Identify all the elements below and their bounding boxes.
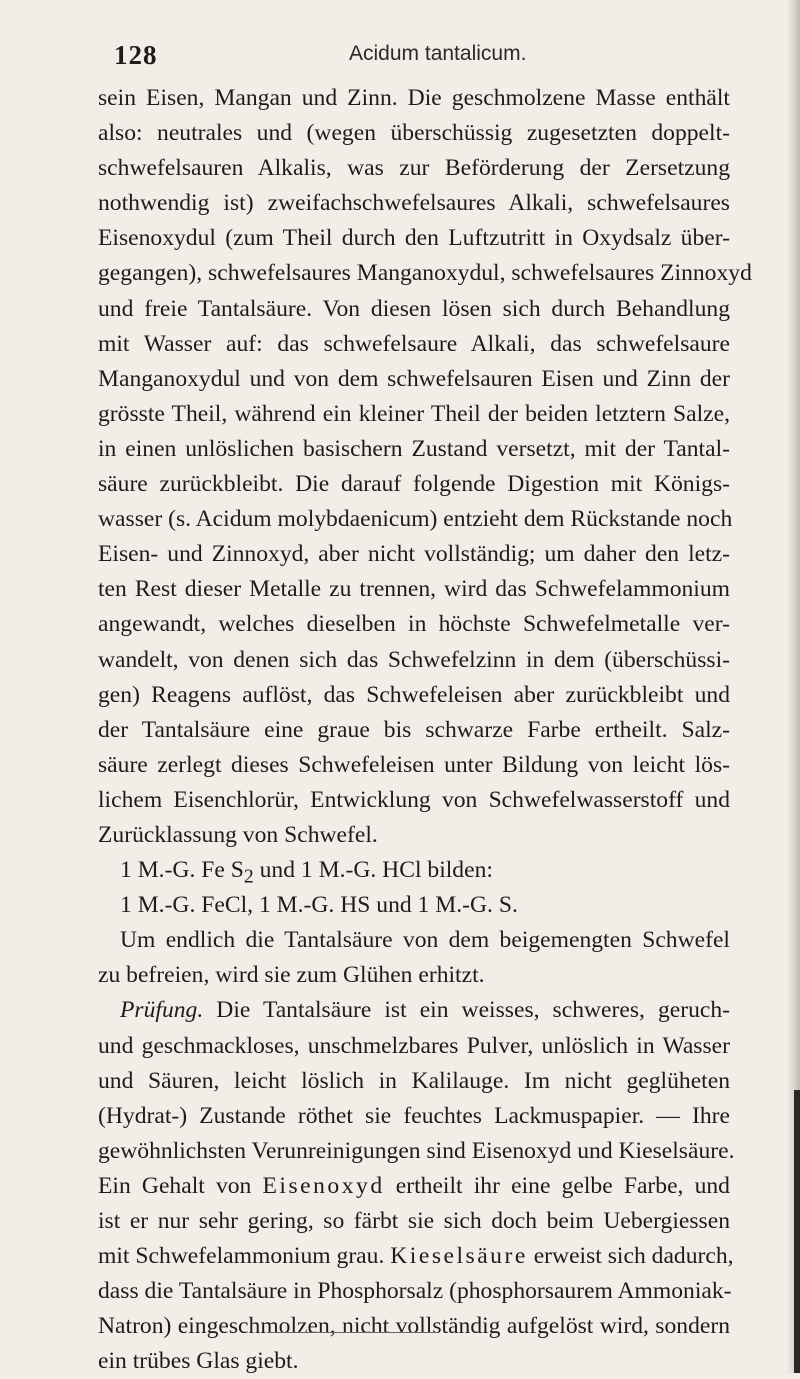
section-divider xyxy=(268,1332,438,1333)
text-line: mit Wasser auf: das schwefelsaure Alkali, das schwefelsaure xyxy=(98,330,730,357)
text-line: nothwendig ist) zweifachschwefelsaures Alkali, schwefelsaures xyxy=(98,190,730,217)
emphasis-eisenoxyd: Eisenoxyd xyxy=(262,1172,385,1199)
text-line: und freie Tantalsäure. Von diesen lösen sich durch Behandlung xyxy=(98,295,730,322)
text-fragment: mit Schwefelammonium grau. xyxy=(98,1243,391,1270)
text-line: sein Eisen, Mangan und Zinn. Die geschmolzene Masse enthält xyxy=(98,85,730,111)
pruefung-first-line xyxy=(98,993,730,1028)
text-fragment: ertheilt ihr eine gelbe Farbe, und xyxy=(384,1172,730,1199)
text-line: und geschmackloses, unschmelzbares Pulver, unlöslich in Wasser xyxy=(98,1032,730,1059)
text-line: Natron) eingeschmolzen, nicht vollständig aufgelöst wird, sondern xyxy=(98,1313,730,1340)
text-line: ten Rest dieser Metalle zu trennen, wird das Schwefelammonium xyxy=(98,576,730,603)
text-line: schwefelsauren Alkalis, was zur Beförderung der Zersetzung xyxy=(98,155,730,182)
text-line: der Tantalsäure eine graue bis schwarze Farbe ertheilt. Salz- xyxy=(98,716,730,743)
text-line: gegangen), schwefelsaures Manganoxydul, schwefelsaures Zinnoxyd xyxy=(98,260,752,287)
pruefung-text: Die Tantalsäure ist ein weisses, schweres, geruch- xyxy=(203,997,730,1024)
text-line: Zurücklassung von Schwefel. xyxy=(98,821,378,848)
text-fragment: erweist sich dadurch, xyxy=(527,1243,734,1270)
text-line: angewandt, welches dieselben in höchste Schwefelmetalle ver- xyxy=(98,611,730,638)
body-text xyxy=(98,81,752,1379)
running-title: Acidum tantalicum. xyxy=(349,42,527,65)
text-line: ist er nur sehr gering, so färbt sie sich doch beim Uebergiessen xyxy=(98,1208,730,1234)
chemical-equation-1 xyxy=(98,853,730,888)
text-line: dass die Tantalsäure in Phosphorsalz (phosphorsaurem Ammoniak- xyxy=(98,1278,732,1305)
text-line: lichem Eisenchlorür, Entwicklung von Schwefelwasserstoff und xyxy=(98,786,730,813)
text-line: also: neutrales und (wegen überschüssig zugesetzten doppelt- xyxy=(98,120,730,147)
text-line: zu befreien, wird sie zum Glühen erhitzt. xyxy=(98,962,485,989)
text-line: Manganoxydul und von dem schwefelsauren Eisen und Zinn der xyxy=(98,365,730,392)
page-header xyxy=(0,40,800,70)
text-line: gen) Reagens auflöst, das Schwefeleisen aber zurückbleibt und xyxy=(98,681,730,708)
text-line: wasser (s. Acidum molybdaenicum) entzieht dem Rückstande noch xyxy=(98,506,733,533)
equation-subscript: 2 xyxy=(243,865,254,888)
text-line: säure zurückbleibt. Die darauf folgende Digestion mit Königs- xyxy=(98,471,730,498)
text-fragment: Ein Gehalt von xyxy=(98,1172,263,1199)
text-line: gewöhnlichsten Verunreinigungen sind Eisenoxyd und Kieselsäure. xyxy=(98,1137,735,1164)
emphasis-kieselsaeure: Kieselsäure xyxy=(390,1243,528,1270)
text-line: säure zerlegt dieses Schwefeleisen unter Bildung von leicht lös- xyxy=(98,751,730,778)
equation-left: 1 M.-G. Fe S xyxy=(120,857,244,884)
page-edge-binding xyxy=(794,1090,800,1373)
text-line: wandelt, von denen sich das Schwefelzinn in dem (überschüssi- xyxy=(98,646,730,673)
text-line: Um endlich die Tantalsäure von dem beigemengten Schwefel xyxy=(120,927,730,954)
text-line: (Hydrat-) Zustande röthet sie feuchtes Lackmuspapier. — Ihre xyxy=(98,1102,730,1129)
text-line: ein trübes Glas giebt. xyxy=(98,1348,299,1375)
equation-right: und 1 M.-G. HCl bilden: xyxy=(253,857,493,884)
text-line: Eisenoxydul (zum Theil durch den Luftzutritt in Oxydsalz über- xyxy=(98,225,730,252)
pruefung-label: Prüfung. xyxy=(120,997,204,1024)
text-line xyxy=(98,1169,730,1204)
page-number: 128 xyxy=(114,40,158,70)
text-line: grösste Theil, während ein kleiner Theil der beiden letztern Salze, xyxy=(98,400,730,427)
chemical-equation-2: 1 M.-G. FeCl, 1 M.-G. HS und 1 M.-G. S. xyxy=(120,892,518,919)
text-line xyxy=(98,1239,734,1274)
text-line: Eisen- und Zinnoxyd, aber nicht vollständig; um daher den letz- xyxy=(98,541,730,568)
text-line: und Säuren, leicht löslich in Kalilauge. Im nicht geglüheten xyxy=(98,1067,730,1094)
text-line: in einen unlöslichen basischern Zustand versetzt, mit der Tantal- xyxy=(98,435,730,462)
